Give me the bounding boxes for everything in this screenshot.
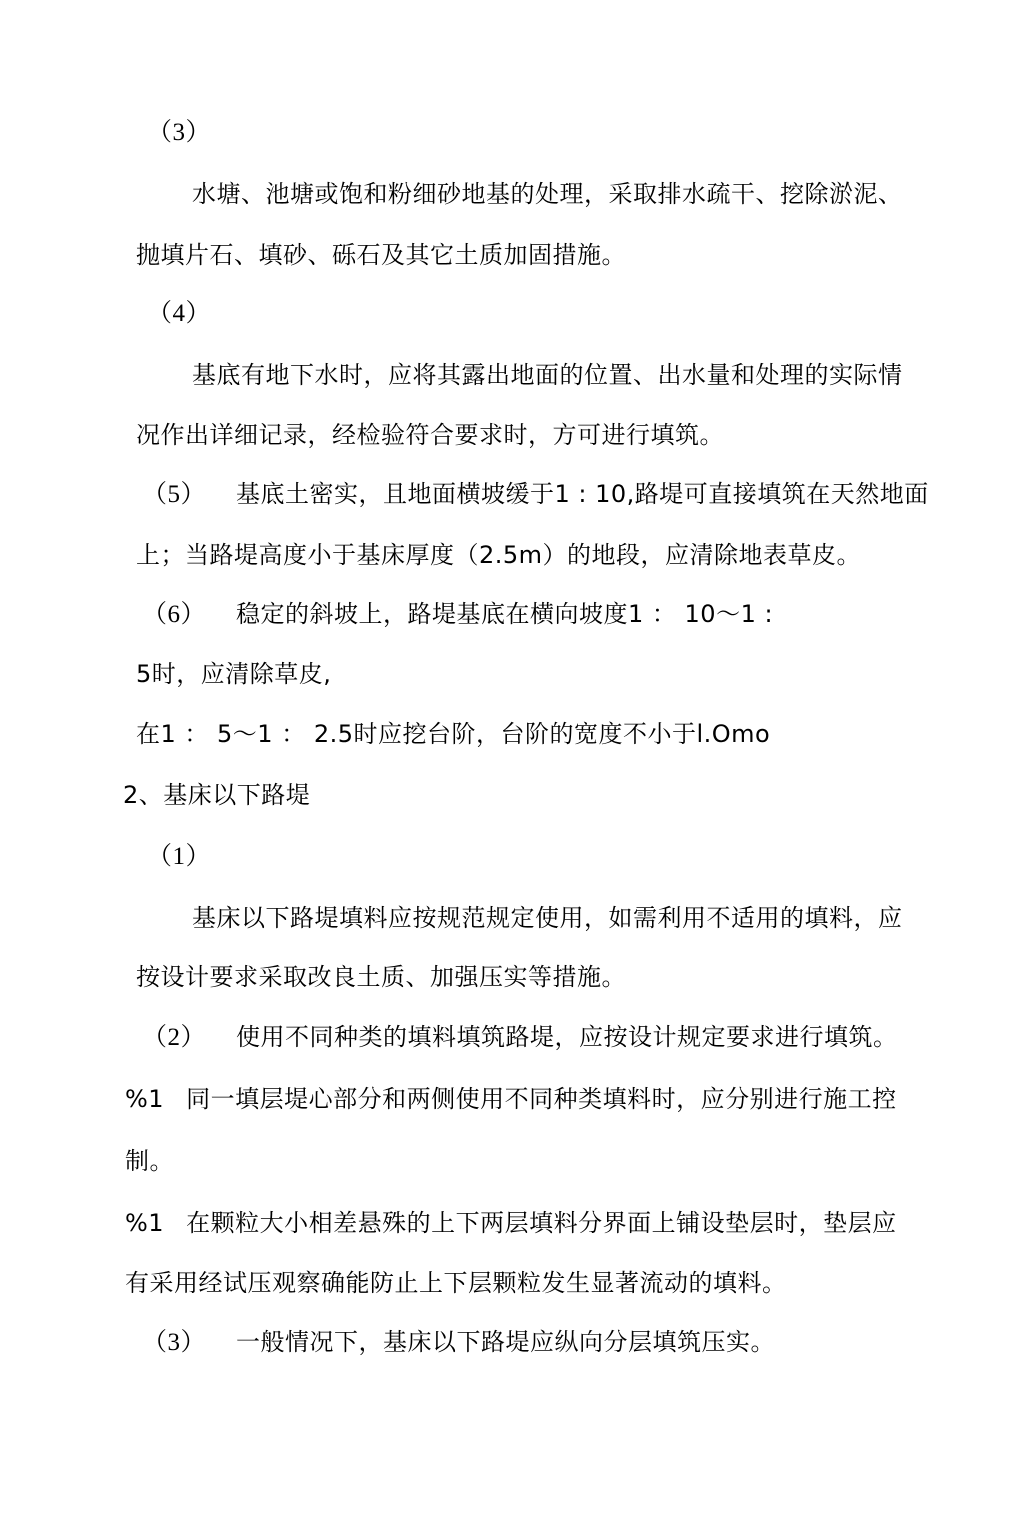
- item-marker-2: （2）: [142, 1024, 207, 1051]
- item-marker-5: （5）: [142, 481, 207, 508]
- list-item-6: [142, 599, 773, 630]
- item-marker-3b: （3）: [142, 1329, 207, 1356]
- item-marker-percent: %1: [125, 1209, 165, 1237]
- paragraph-line: 在1 ： 5～1 ： 2.5时应挖台阶，台阶的宽度不小于l.Omo: [136, 720, 771, 748]
- paragraph-line: 制。: [125, 1147, 174, 1175]
- item-marker-6: （6）: [142, 601, 207, 628]
- section-heading: 2、基床以下路堤: [123, 781, 311, 809]
- list-item-5: [142, 479, 929, 510]
- list-item-percent: [125, 1084, 897, 1114]
- paragraph-line: 上；当路堤高度小于基床厚度（2.5m）的地段，应清除地表草皮。: [136, 541, 862, 569]
- item-text: 稳定的斜坡上，路堤基底在横向坡度1 ： 10～1 :: [236, 600, 774, 628]
- item-marker-1: （1）: [147, 843, 212, 870]
- item-text: 基底土密实，且地面横坡缓于1 : 10,路堤可直接填筑在天然地面: [236, 480, 929, 508]
- list-item-3b: [142, 1327, 775, 1358]
- item-text: 同一填层堤心部分和两侧使用不同种类填料时，应分别进行施工控: [186, 1085, 897, 1113]
- list-item-2: [142, 1022, 898, 1053]
- paragraph-line: 按设计要求采取改良土质、加强压实等措施。: [136, 963, 626, 991]
- paragraph-line: 水塘、池塘或饱和粉细砂地基的处理，采取排水疏干、挖除淤泥、: [192, 180, 903, 208]
- item-marker-percent: %1: [125, 1085, 165, 1113]
- paragraph-line: 有采用经试压观察确能防止上下层颗粒发生显著流动的填料。: [125, 1269, 787, 1297]
- paragraph-line: 况作出详细记录，经检验符合要求时，方可进行填筑。: [136, 421, 724, 449]
- item-text: 在颗粒大小相差悬殊的上下两层填料分界面上铺设垫层时，垫层应: [186, 1209, 897, 1237]
- paragraph-line: 抛填片石、填砂、砾石及其它土质加固措施。: [136, 241, 626, 269]
- item-marker-4: （4）: [147, 300, 212, 327]
- item-text: 使用不同种类的填料填筑路堤，应按设计规定要求进行填筑。: [236, 1023, 898, 1051]
- paragraph-line: 基床以下路堤填料应按规范规定使用，如需利用不适用的填料，应: [192, 904, 903, 932]
- paragraph-line: 基底有地下水时，应将其露出地面的位置、出水量和处理的实际情: [192, 361, 903, 389]
- item-text: 一般情况下，基床以下路堤应纵向分层填筑压实。: [236, 1328, 776, 1356]
- paragraph-line: 5时，应清除草皮,: [136, 660, 332, 688]
- item-marker-3: （3）: [147, 119, 212, 146]
- list-item-percent: [125, 1208, 897, 1238]
